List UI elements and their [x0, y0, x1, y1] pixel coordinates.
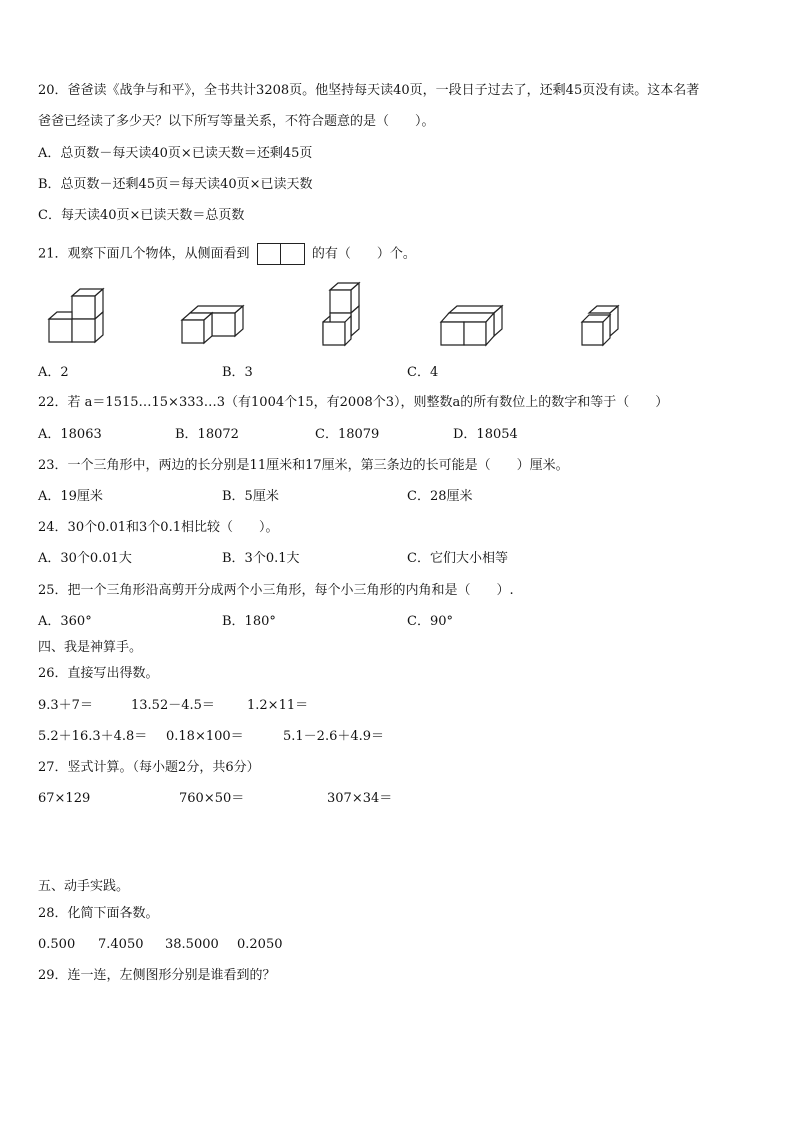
q21-option-c[interactable]: C．4 [407, 365, 439, 380]
q22-option-c[interactable]: C．18079 [315, 427, 380, 442]
cube-figure-2 [182, 306, 243, 343]
q20-option-a[interactable]: A．总页数－每天读40页×已读天数＝还剩45页 [38, 146, 313, 161]
section-5-heading: 五、动手实践。 [38, 879, 130, 894]
q23-option-b[interactable]: B．5厘米 [222, 489, 279, 504]
q21-option-b[interactable]: B．3 [222, 365, 253, 380]
q20-line1: 20．爸爸读《战争与和平》，全书共计3208页。他坚持每天读40页，一段日子过去了，还剩45页没有读。这本名著 [38, 83, 700, 98]
cube-figure-3 [323, 283, 359, 345]
q26-item: 5.2＋16.3＋4.8＝ [38, 729, 148, 744]
q28-item: 0.500 [38, 937, 76, 952]
q21-option-a[interactable]: A．2 [38, 365, 69, 380]
q22-option-b[interactable]: B．18072 [175, 427, 239, 442]
q27-item: 307×34＝ [327, 791, 393, 806]
q20-option-b[interactable]: B．总页数－还剩45页＝每天读40页×已读天数 [38, 177, 313, 192]
q29-question: 29．连一连，左侧图形分别是谁看到的？ [38, 968, 276, 983]
cube-figure-1 [49, 289, 103, 342]
q28-item: 38.5000 [165, 937, 219, 952]
q27-item: 67×129 [38, 791, 91, 806]
q22-option-d[interactable]: D．18054 [453, 427, 518, 442]
q26-item: 5.1－2.6＋4.9＝ [283, 729, 385, 744]
cube-figure-4 [441, 306, 502, 345]
q20-option-c[interactable]: C．每天读40页×已读天数＝总页数 [38, 208, 245, 223]
q27-question: 27．竖式计算。（每小题2分，共6分） [38, 760, 260, 775]
q21-text-post: 的有（ ）个。 [311, 246, 416, 262]
q21-question [38, 243, 416, 265]
q24-option-b[interactable]: B．3个0.1大 [222, 551, 300, 566]
q26-item: 0.18×100＝ [166, 729, 244, 744]
q28-item: 0.2050 [237, 937, 283, 952]
q22-question: 22．若 a＝1515…15×333…3（有1004个15，有2008个3），则整数a的所有数位上的数字和等于（ ） [38, 395, 669, 410]
q23-option-c[interactable]: C．28厘米 [407, 489, 473, 504]
q23-option-a[interactable]: A．19厘米 [38, 489, 103, 504]
q24-option-a[interactable]: A．30个0.01大 [38, 551, 132, 566]
q22-option-a[interactable]: A．18063 [38, 427, 102, 442]
q28-question: 28．化简下面各数。 [38, 906, 159, 921]
cube-figure-5 [582, 306, 618, 345]
q25-option-a[interactable]: A．360° [38, 614, 92, 629]
q25-question: 25．把一个三角形沿高剪开分成两个小三角形，每个小三角形的内角和是（ ）. [38, 583, 514, 598]
q24-question: 24．30个0.01和3个0.1相比较（ ）。 [38, 520, 279, 535]
q25-option-c[interactable]: C．90° [407, 614, 453, 629]
q21-text-pre: 21．观察下面几个物体，从侧面看到 [38, 246, 250, 262]
side-view-two-squares-figure [257, 243, 305, 265]
section-4-heading: 四、我是神算手。 [38, 640, 143, 655]
q26-item: 9.3＋7＝ [38, 698, 93, 713]
q27-item: 760×50＝ [179, 791, 245, 806]
q26-item: 1.2×11＝ [247, 698, 309, 713]
q25-option-b[interactable]: B．180° [222, 614, 276, 629]
q23-question: 23．一个三角形中，两边的长分别是11厘米和17厘米，第三条边的长可能是（ ）厘米。 [38, 458, 569, 473]
q28-item: 7.4050 [98, 937, 144, 952]
q26-item: 13.52－4.5＝ [131, 698, 215, 713]
q24-option-c[interactable]: C．它们大小相等 [407, 551, 508, 566]
q26-question: 26．直接写出得数。 [38, 666, 159, 681]
q20-line2: 爸爸已经读了多少天？以下所写等量关系，不符合题意的是（ ）。 [38, 114, 435, 129]
